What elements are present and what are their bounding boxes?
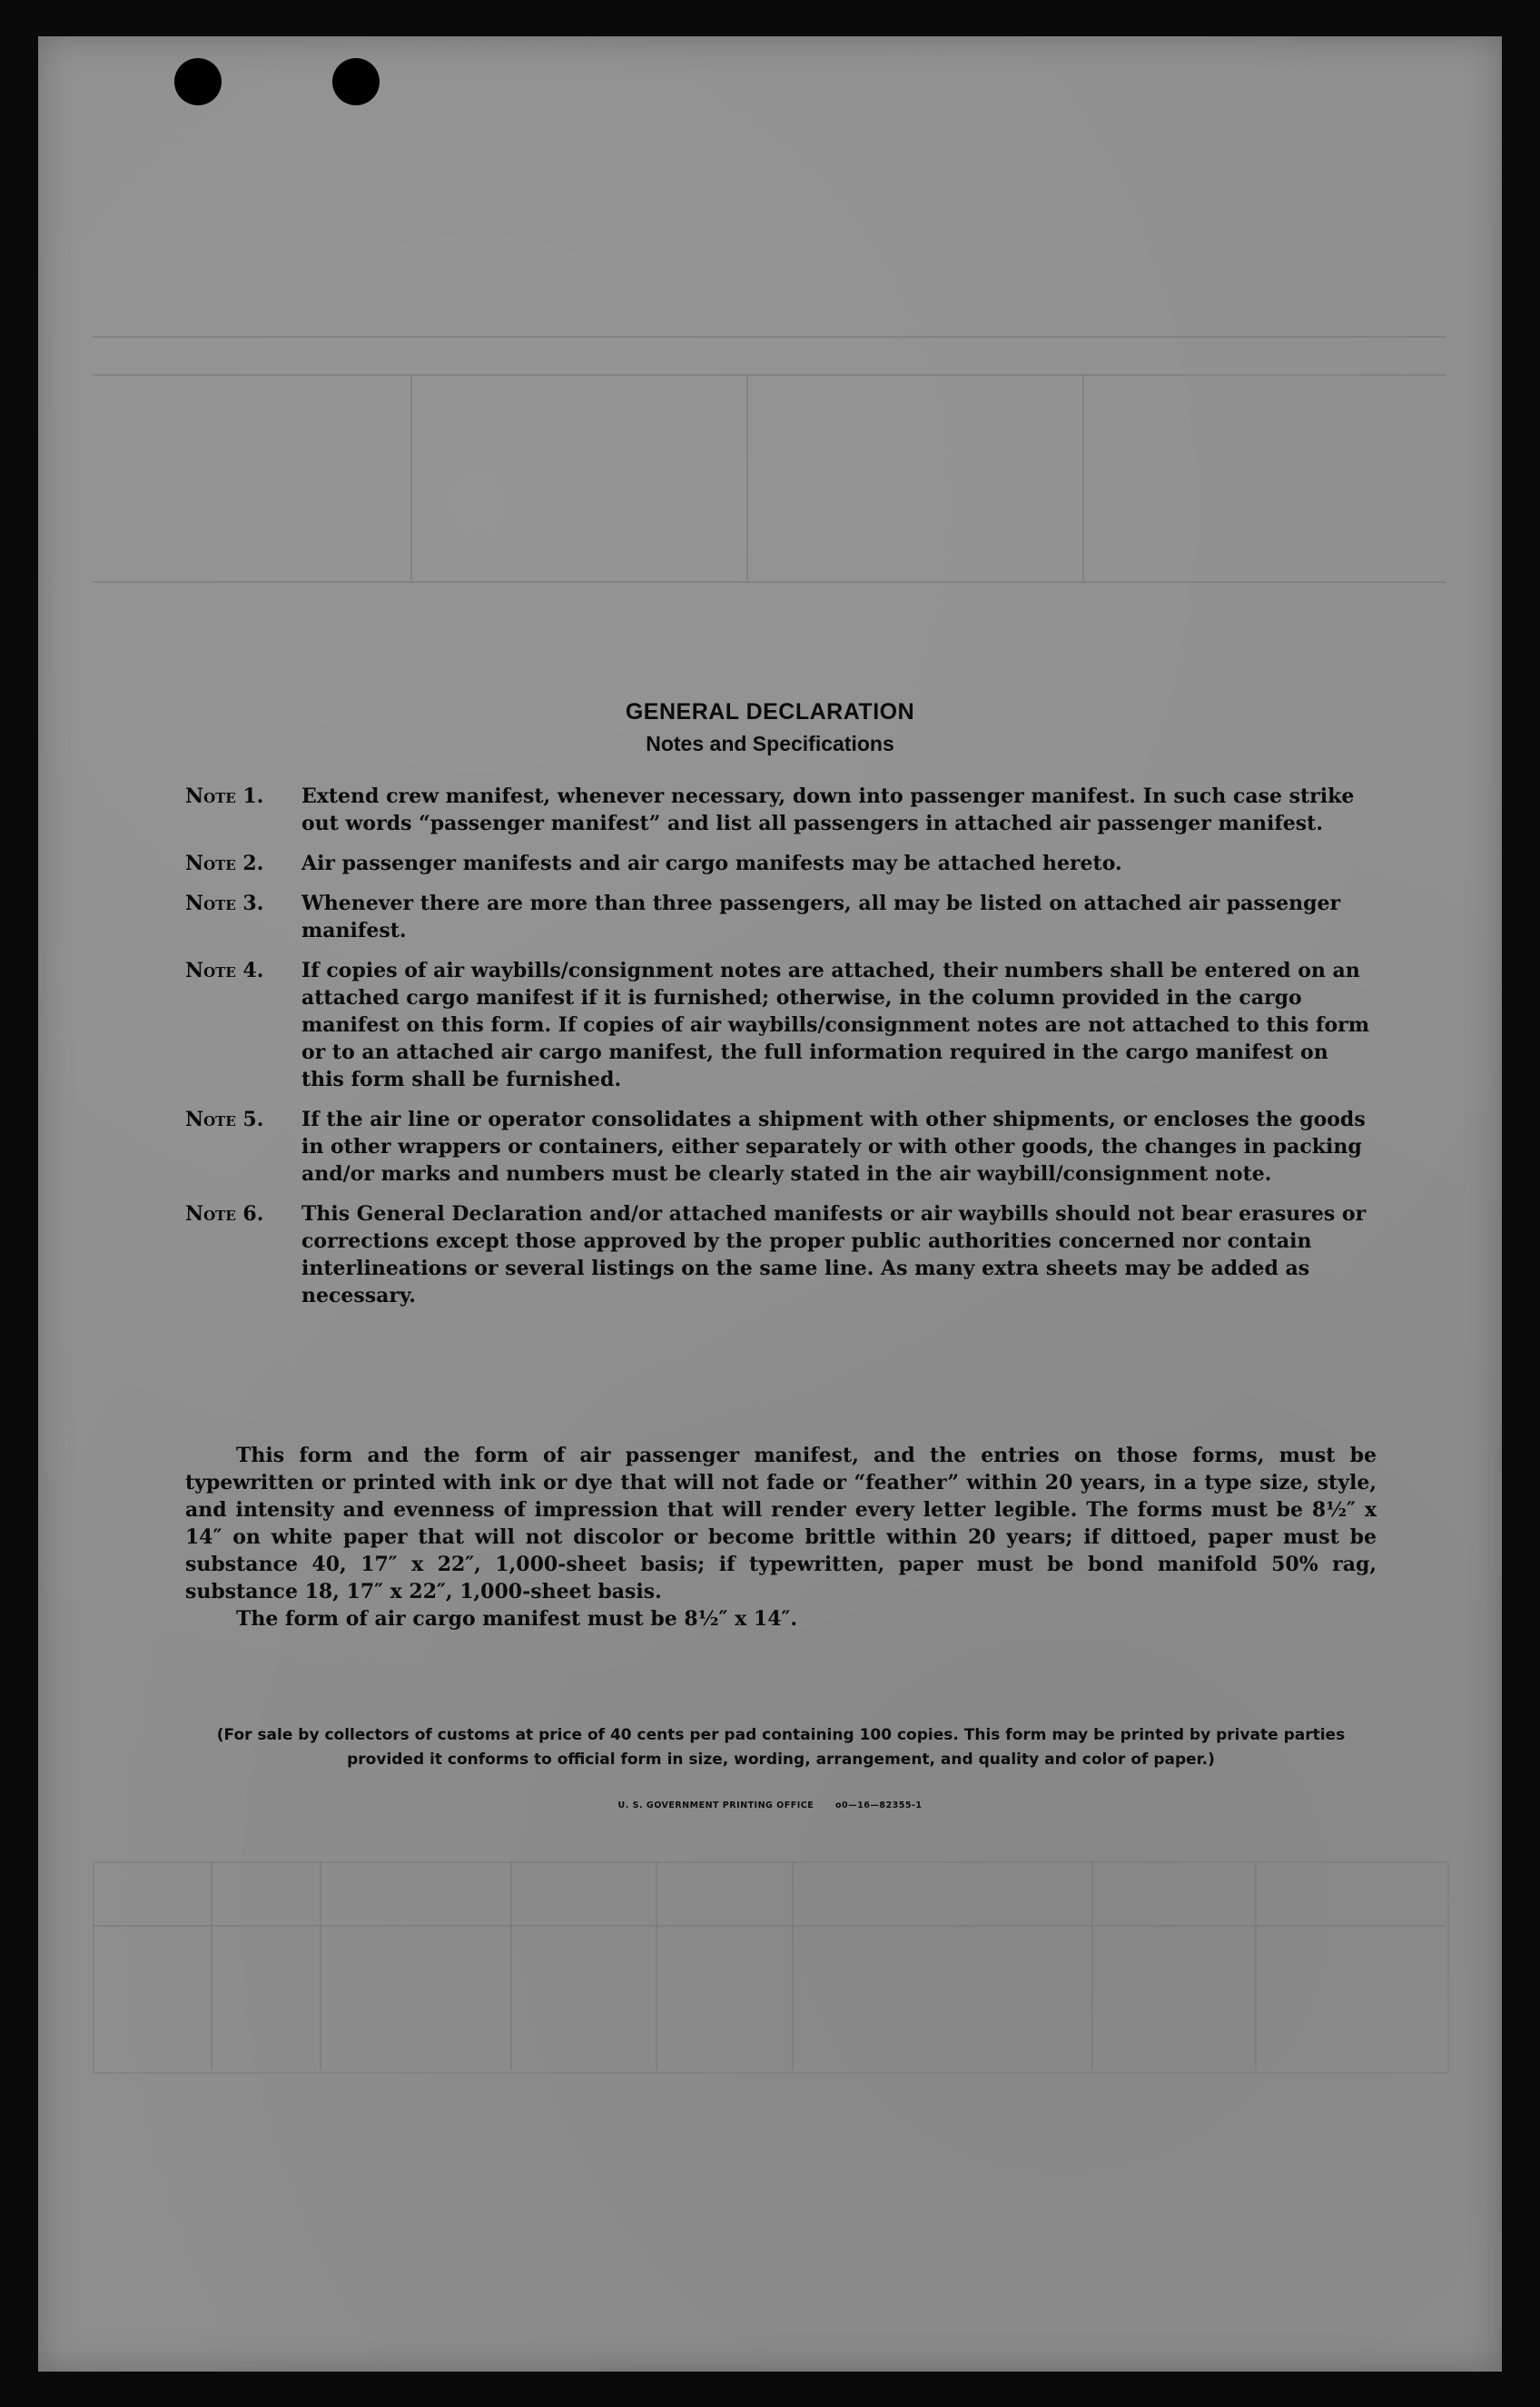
note-label: Note 2. [185,852,264,875]
page-subtitle: Notes and Specifications [646,732,894,755]
note-4 [185,957,1377,1093]
note-text: If copies of air waybills/consignment notes are attached, their numbers shall be entered on an attached cargo manifest if it is furnished; otherwise, in the column provided in the cargo manifest on this form. If copies of air waybills/consignment notes are not attached to this form or to an attached air cargo manifest, the full information required in the cargo manifest on this form shall be furnished. [301,959,1370,1091]
note-3 [185,890,1377,944]
note-text: Air passenger manifests and air cargo manifests may be attached hereto. [301,852,1122,875]
page-title: GENERAL DECLARATION [625,699,915,725]
note-2 [185,850,1377,877]
notes-list [185,783,1377,1322]
document-sheet [38,36,1502,2372]
specifications-block [185,1442,1377,1633]
note-1 [185,783,1377,837]
note-label: Note 1. [185,784,264,808]
note-label: Note 4. [185,959,264,982]
printing-office: U. S. GOVERNMENT PRINTING OFFICE [617,1800,814,1810]
note-label: Note 3. [185,892,264,915]
note-text: Extend crew manifest, whenever necessary, down into passenger manifest. In such case strike out words “passenger manifest” and list all passengers in attached air passenger manifest. [301,784,1355,835]
note-text: If the air line or operator consolidates a shipment with other shipments, or encloses the goods in other wrappers or containers, either separately or with other goods, the changes in packing and/or marks and numbers must be clearly stated in the air waybill/consignment note. [301,1108,1366,1186]
printing-office-line [38,1800,1502,1810]
cargo-manifest-size: The form of air cargo manifest must be 8½″ x 14″. [236,1607,797,1631]
print-code: o0—16—82355-1 [835,1800,923,1810]
note-6 [185,1200,1377,1309]
sale-notice: (For sale by collectors of customs at price of 40 cents per pad containing 100 copies. This form may be printed by private parties provided it conforms to official form in size, wording, arrangement, and quality and color of paper.) [216,1726,1346,1769]
note-label: Note 6. [185,1202,264,1226]
note-text: This General Declaration and/or attached manifests or air waybills should not bear erasures or corrections except those approved by the proper public authorities concerned nor contain interlineations or several listings on the same line. As many extra sheets may be added as necessary. [301,1202,1367,1307]
note-text: Whenever there are more than three passengers, all may be listed on attached air passenger manifest. [301,892,1341,942]
specifications-paragraph: This form and the form of air passenger manifest, and the entries on those forms, must be typewritten or printed with ink or dye that will not fade or “feather” within 20 years, in a type size, style, and intensity and evenness of impression that will render every letter legible. The forms must be 8½″ x 14″ on white paper that will not discolor or become brittle within 20 years; if dittoed, paper must be substance 40, 17″ x 22″, 1,000-sheet basis; if typewritten, paper must be bond manifold 50% rag, substance 18, 17″ x 22″, 1,000-sheet basis. [185,1444,1377,1603]
note-5 [185,1106,1377,1188]
declaration-content [38,36,1502,2372]
note-label: Note 5. [185,1108,264,1131]
